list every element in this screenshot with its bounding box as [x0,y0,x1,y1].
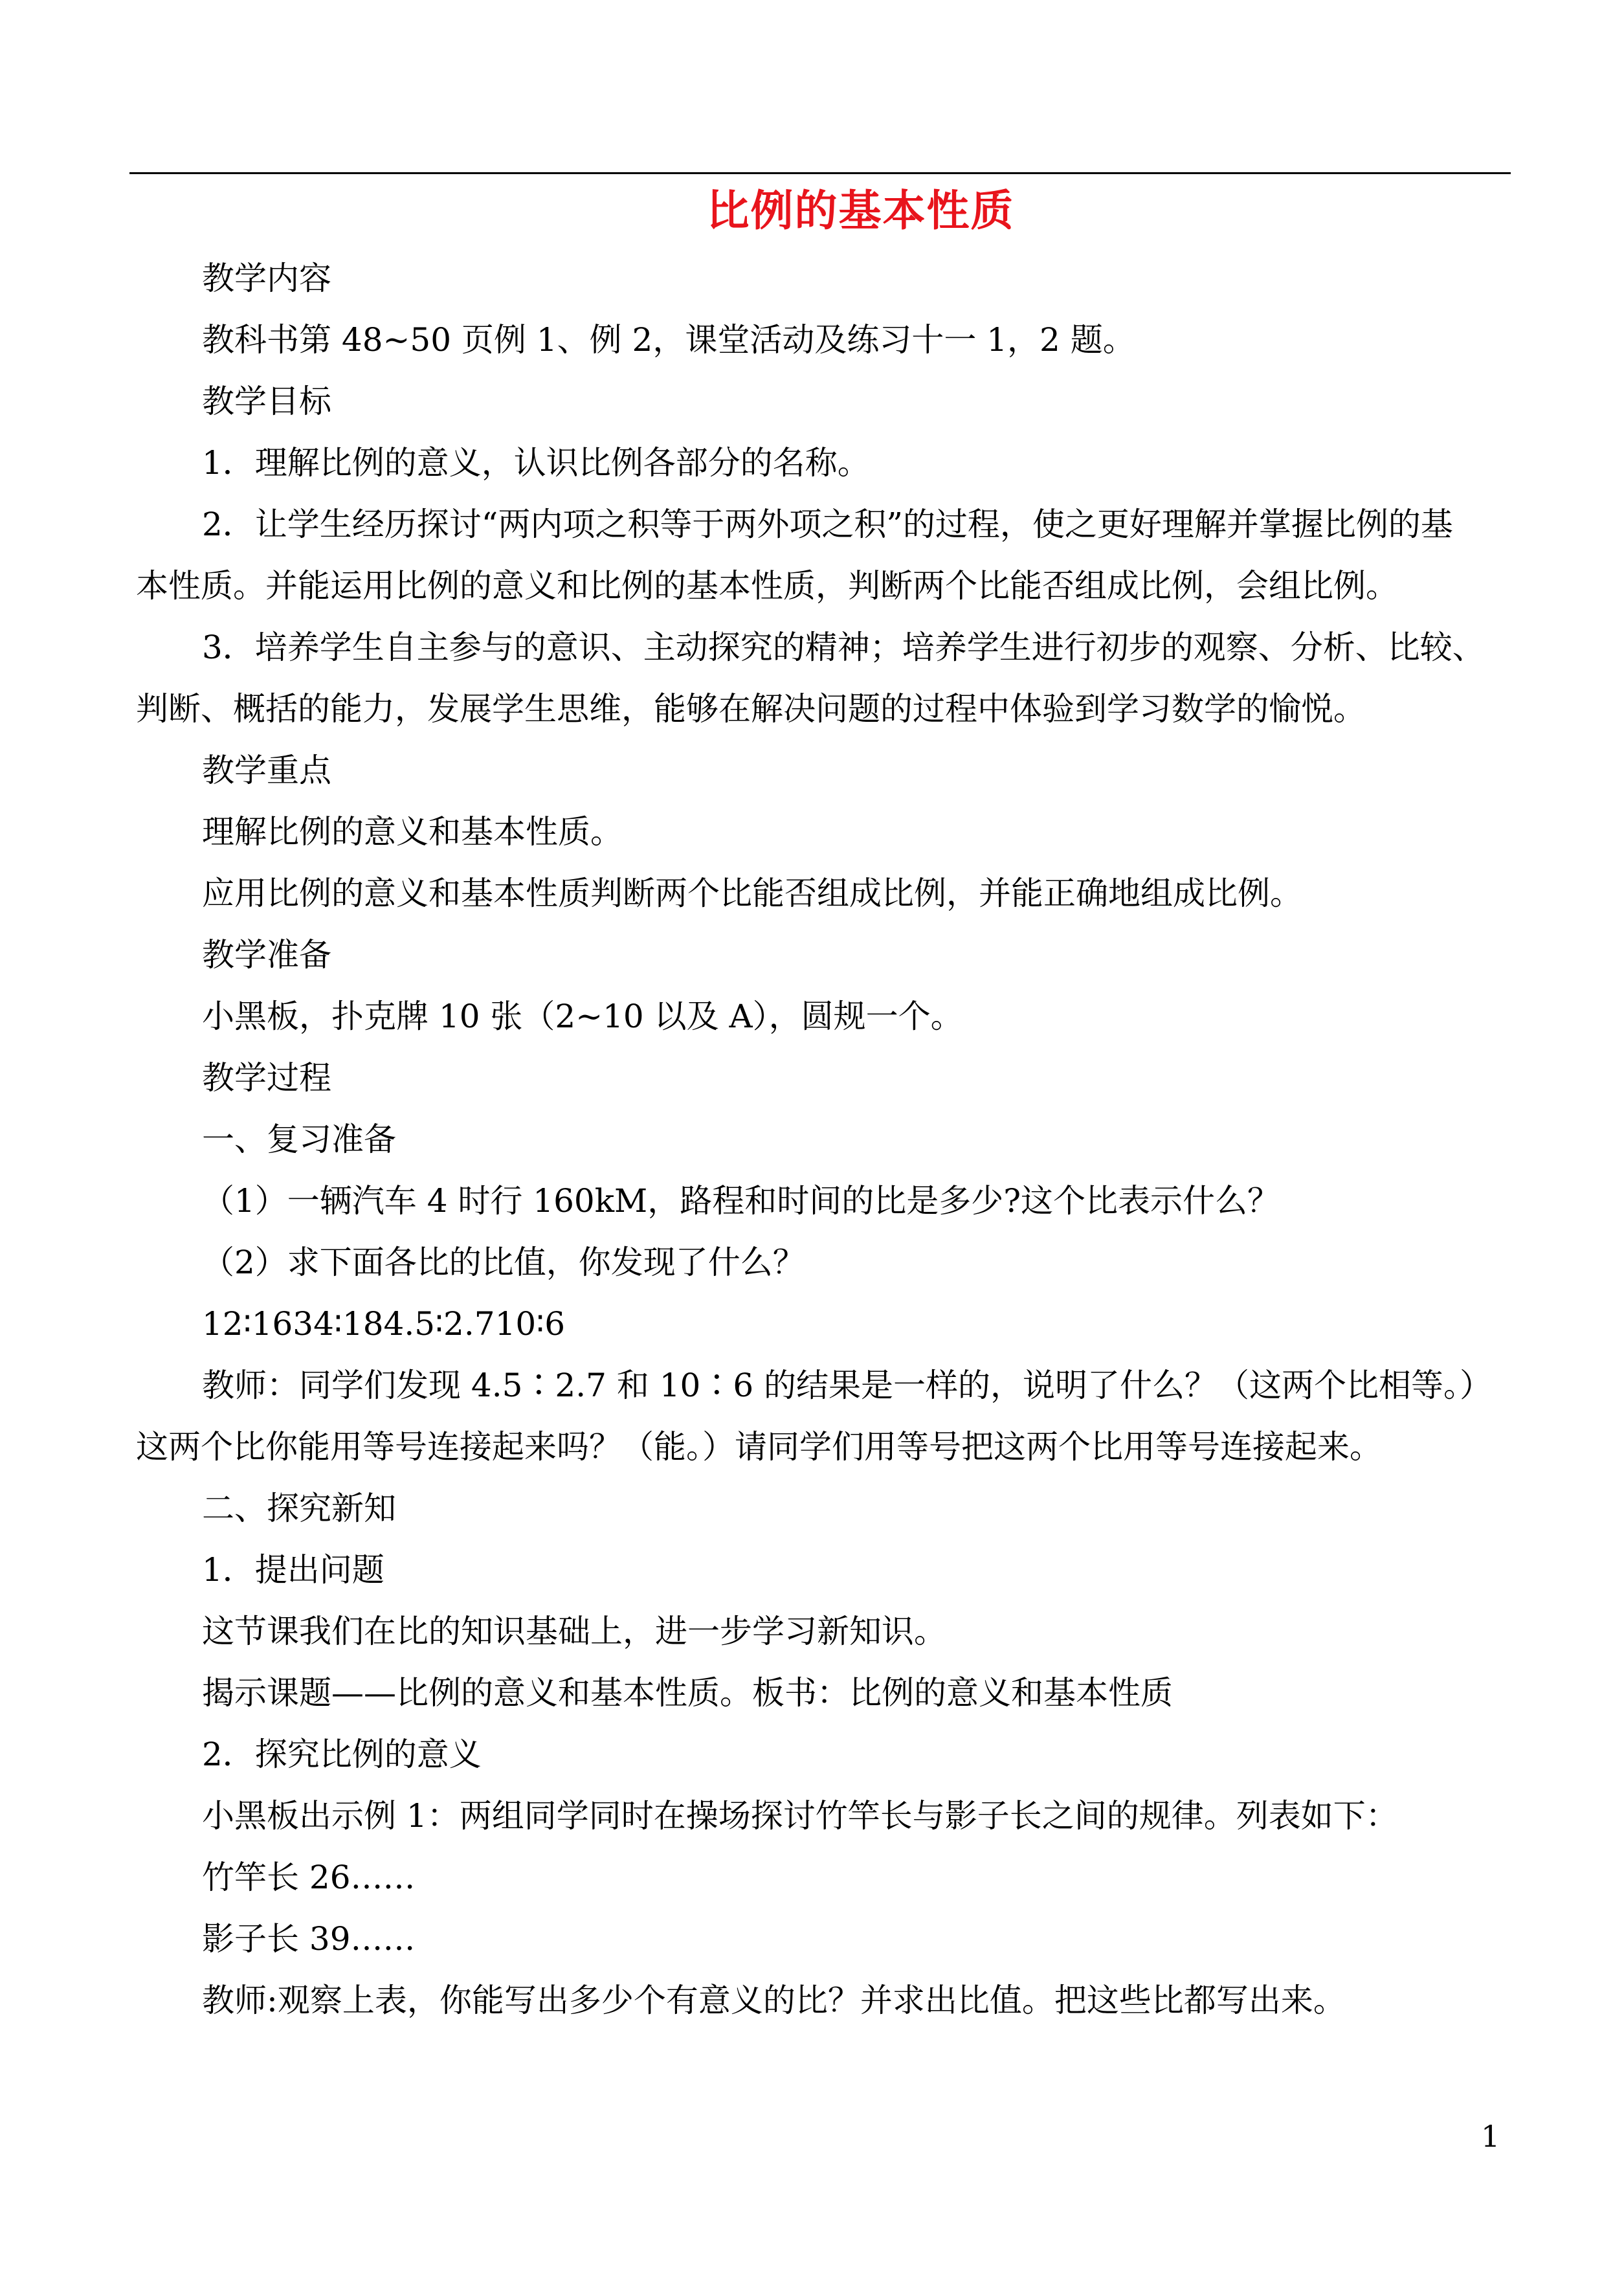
step-raise-question: 1．提出问题 [202,1551,384,1589]
section-heading-goals: 教学目标 [202,383,331,420]
section-heading-content: 教学内容 [202,260,331,297]
paragraph-topic: 揭示课题——比例的意义和基本性质。板书：比例的意义和基本性质 [202,1674,1173,1712]
table-row-pole-length: 竹竿长 26…… [202,1859,416,1896]
table-row-shadow-length: 影子长 39…… [202,1920,416,1958]
ratio-list: 12∶1634∶184.5∶2.710∶6 [202,1305,566,1343]
key-point-1: 理解比例的意义和基本性质。 [202,813,623,851]
section-heading-key-points: 教学重点 [202,752,331,789]
teacher-question: 教师:观察上表，你能写出多少个有意义的比？并求出比值。把这些比都写出来。 [202,1982,1346,2019]
page-number: 1 [1481,2119,1500,2154]
subsection-explore: 二、探究新知 [202,1490,396,1527]
page-title: 比例的基本性质 [706,185,1015,236]
teacher-remark-line-1: 教师：同学们发现 4.5∶2.7 和 10∶6 的结果是一样的，说明了什么？（这两个比相等。） [202,1367,1493,1404]
subsection-review: 一、复习准备 [202,1121,396,1158]
goal-item-2-line-2: 本性质。并能运用比例的意义和比例的基本性质，判断两个比能否组成比例，会组比例。 [136,567,1398,605]
goal-item-2-line-1: 2．让学生经历探讨“两内项之积等于两外项之积”的过程，使之更好理解并掌握比例的基 [202,506,1453,543]
step-explore-meaning: 2．探究比例的意义 [202,1736,482,1773]
goal-item-3-line-2: 判断、概括的能力，发展学生思维，能够在解决问题的过程中体验到学习数学的愉悦。 [136,690,1366,728]
paragraph-textbook-pages: 教科书第 48~50 页例 1、例 2，课堂活动及练习十一 1，2 题。 [202,321,1135,359]
teacher-remark-line-2: 这两个比你能用等号连接起来吗？（能。）请同学们用等号把这两个比用等号连接起来。 [136,1428,1382,1466]
goal-item-3-line-1: 3．培养学生自主参与的意识、主动探究的精神；培养学生进行初步的观察、分析、比较、 [202,629,1485,666]
goal-item-1: 1．理解比例的意义，认识比例各部分的名称。 [202,444,870,482]
preparation-materials: 小黑板，扑克牌 10 张（2~10 以及 A），圆规一个。 [202,998,963,1035]
header-rule [129,172,1511,174]
section-heading-preparation: 教学准备 [202,936,331,974]
review-question-2: （2）求下面各比的比值，你发现了什么？ [202,1244,805,1281]
review-question-1: （1）一辆汽车 4 时行 160kM，路程和时间的比是多少?这个比表示什么？ [202,1182,1280,1220]
paragraph-intro: 这节课我们在比的知识基础上，进一步学习新知识。 [202,1613,946,1650]
paragraph-example-1: 小黑板出示例 1：两组同学同时在操场探讨竹竿长与影子长之间的规律。列表如下： [202,1797,1398,1835]
key-point-2: 应用比例的意义和基本性质判断两个比能否组成比例，并能正确地组成比例。 [202,875,1302,912]
section-heading-process: 教学过程 [202,1059,331,1097]
